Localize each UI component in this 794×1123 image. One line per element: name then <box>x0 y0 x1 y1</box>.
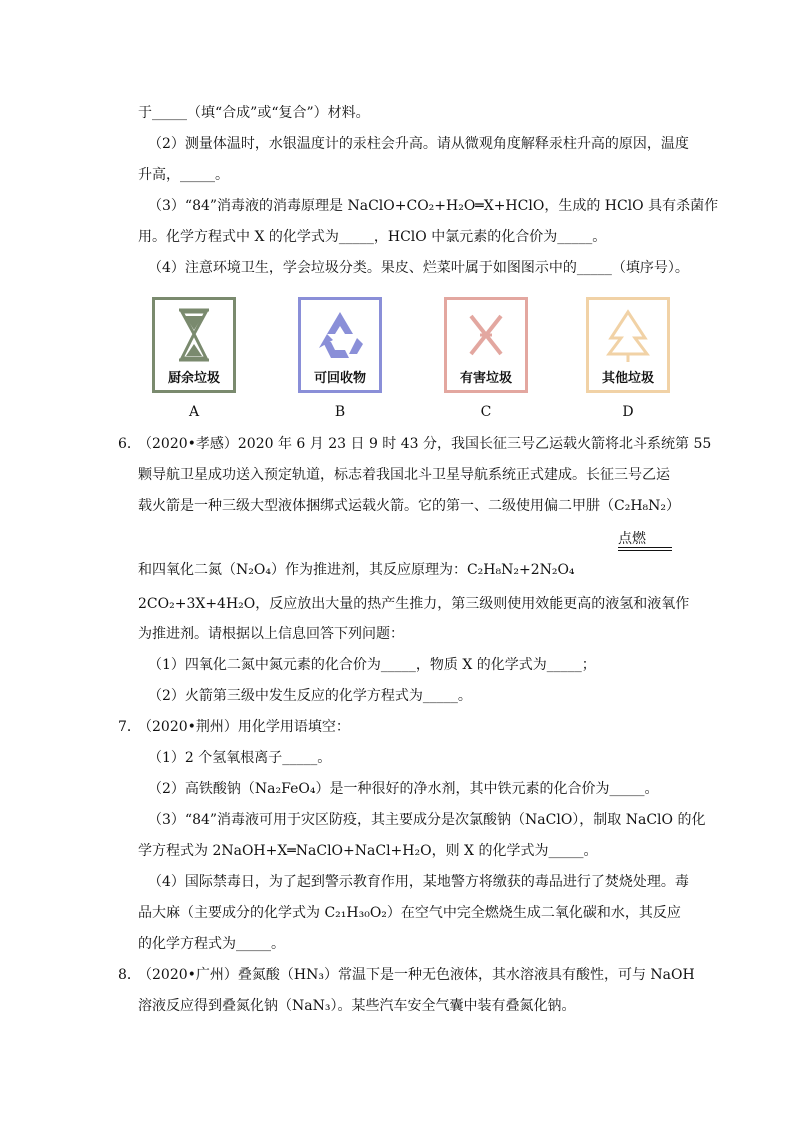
q7-sub4-c: 的化学方程式为_____。 <box>138 936 285 952</box>
q6-line5: 2CO₂+3X+4H₂O，反应放出大量的热产生推力，第三级则使用效能更高的液氢和液氧作 <box>138 596 690 612</box>
q5-part3-b: 用。化学方程式中 X 的化学式为_____，HClO 中氯元素的化合价为_____。 <box>138 229 607 245</box>
question-number: 6． <box>118 436 141 452</box>
q5-part4: （4）注意环境卫生，学会垃圾分类。果皮、烂菜叶属于如图图示中的_____（填序号）。 <box>148 260 689 276</box>
q7-sub4-a: （4）国际禁毒日，为了起到警示教育作用，某地警方将缴获的毒品进行了焚烧处理。毒 <box>148 874 689 890</box>
bin-recyclable <box>298 297 382 393</box>
bin-kitchen-waste <box>152 297 236 393</box>
garbage-sort-figure <box>150 297 670 425</box>
reaction-condition: 点燃 <box>618 531 646 547</box>
tree-icon <box>589 302 667 368</box>
hourglass-icon <box>155 302 233 368</box>
q5-part2-b: 升高，_____。 <box>138 167 229 183</box>
bin-other <box>586 297 670 393</box>
q6-line4: 和四氧化二氮（N₂O₄）作为推进剂，其反应原理为：C₂H₈N₂+2N₂O₄ <box>138 562 575 578</box>
q8-line2: 溶液反应得到叠氮化钠（NaN₃）。某些汽车安全气囊中装有叠氮化钠。 <box>138 998 576 1014</box>
q5-part3-a: （3）“84”消毒液的消毒原理是 NaClO+CO₂+H₂O═X+HClO，生成的 HClO 具有杀菌作 <box>148 198 719 214</box>
bin-label: 其他垃圾 <box>601 371 654 386</box>
q7-sub1: （1）2 个氢氧根离子_____。 <box>148 750 332 766</box>
bin-label: 有害垃圾 <box>459 371 512 386</box>
bin-letter-d: D <box>622 404 634 420</box>
question-number: 8． <box>118 967 141 983</box>
q7-line1: （2020•荆州）用化学用语填空： <box>138 719 350 735</box>
reaction-arrow-line <box>618 550 672 551</box>
bin-hazardous <box>444 297 528 393</box>
q7-sub4-b: 品大麻（主要成分的化学式为 C₂₁H₃₀O₂）在空气中完全燃烧生成二氧化碳和水，其反应 <box>138 905 681 921</box>
q5-part2-a: （2）测量体温时，水银温度计的汞柱会升高。请从微观角度解释汞柱升高的原因，温度 <box>148 136 689 152</box>
q6-sub2: （2）火箭第三级中发生反应的化学方程式为_____。 <box>148 688 472 704</box>
q7-sub3-a: （3）“84”消毒液可用于灾区防疫，其主要成分是次氯酸钠（NaClO），制取 NaClO 的化 <box>148 812 706 828</box>
reaction-arrow-line <box>618 547 672 548</box>
bin-letter-a: A <box>188 404 200 420</box>
q7-sub3-b: 学方程式为 2NaOH+X═NaClO+NaCl+H₂O，则 X 的化学式为_____。 <box>138 843 598 859</box>
q6-line1: （2020•孝感）2020 年 6 月 23 日 9 时 43 分，我国长征三号乙运载火箭将北斗系统第 55 <box>138 436 712 452</box>
q6-line6: 为推进剂。请根据以上信息回答下列问题： <box>138 626 404 642</box>
q8-line1: （2020•广州）叠氮酸（HN₃）常温下是一种无色液体，其水溶液具有酸性，可与 NaOH <box>138 967 695 983</box>
q6-line3: 载火箭是一种三级大型液体捆绑式运载火箭。它的第一、二级使用偏二甲肼（C₂H₈N₂） <box>138 498 681 514</box>
q7-sub2: （2）高铁酸钠（Na₂FeO₄）是一种很好的净水剂，其中铁元素的化合价为_____。 <box>148 781 659 797</box>
bin-letter-b: B <box>334 404 346 420</box>
q5-line1: 于_____（填“合成”或“复合”）材料。 <box>138 105 370 121</box>
hazard-cross-icon <box>447 302 525 368</box>
recycle-icon <box>301 302 379 368</box>
bin-letter-c: C <box>480 404 492 420</box>
q6-line2: 颗导航卫星成功送入预定轨道，标志着我国北斗卫星导航系统正式建成。长征三号乙运 <box>138 467 670 483</box>
bin-label: 可回收物 <box>313 371 366 386</box>
q6-sub1: （1）四氧化二氮中氮元素的化合价为_____，物质 X 的化学式为_____； <box>148 657 596 673</box>
question-number: 7． <box>118 719 141 735</box>
bin-label: 厨余垃圾 <box>167 371 220 386</box>
